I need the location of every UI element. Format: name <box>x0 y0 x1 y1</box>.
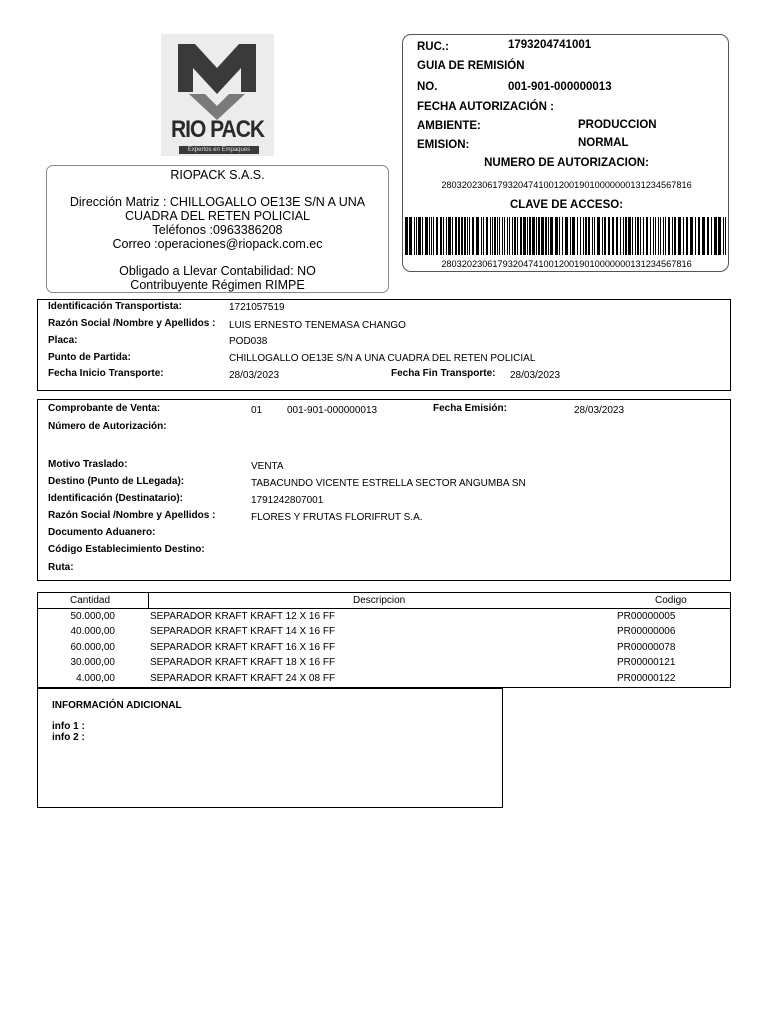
authorization-label: Número de Autorización: <box>48 421 167 432</box>
barcode-bar <box>562 217 563 255</box>
additional-info-box <box>37 688 503 808</box>
barcode-bar <box>683 217 684 255</box>
row-code: PR00000122 <box>617 673 676 684</box>
company-email: Correo :operaciones@riopack.com.ec <box>112 237 323 251</box>
recipient-name-value: FLORES Y FRUTAS FLORIFRUT S.A. <box>251 512 423 523</box>
access-key-label: CLAVE DE ACCESO: <box>509 199 624 211</box>
barcode-bar <box>725 217 726 255</box>
barcode-bar <box>514 217 516 255</box>
row-description: SEPARADOR KRAFT KRAFT 24 X 08 FF <box>150 673 336 684</box>
barcode-bar <box>405 217 408 255</box>
barcode-bar <box>714 217 717 255</box>
barcode-bar <box>461 217 463 255</box>
barcode-bar <box>490 217 491 255</box>
company-address-line2: CUADRA DEL RETEN POLICIAL <box>124 209 310 223</box>
barcode-bar <box>431 217 432 255</box>
document-header-box <box>402 34 729 272</box>
barcode-bar <box>672 217 673 255</box>
barcode-bar <box>632 217 633 255</box>
barcode-bar <box>433 217 434 255</box>
row-description: SEPARADOR KRAFT KRAFT 12 X 16 FF <box>150 611 336 622</box>
barcode-bar <box>678 217 681 255</box>
barcode-bar <box>690 217 693 255</box>
voucher-number: 001-901-000000013 <box>287 405 378 416</box>
barcode-bar <box>640 217 641 255</box>
barcode-bar <box>555 217 558 255</box>
barcode-bar <box>443 217 444 255</box>
barcode-bar <box>718 217 721 255</box>
code-header: Codigo <box>655 595 687 606</box>
barcode-bar <box>585 217 587 255</box>
additional-info-title: INFORMACIÓN ADICIONAL <box>52 700 182 711</box>
departure-label: Punto de Partida: <box>48 352 131 363</box>
barcode-bar <box>492 217 493 255</box>
barcode-bar <box>467 217 468 255</box>
transport-end-value: 28/03/2023 <box>510 370 561 381</box>
barcode-bar <box>536 217 537 255</box>
ruc-value: 1793204741001 <box>508 39 592 51</box>
barcode-bar <box>464 217 466 255</box>
barcode-bar <box>414 217 415 255</box>
barcode-bar <box>653 217 654 255</box>
transport-end-label: Fecha Fin Transporte: <box>391 368 496 379</box>
qty-header: Cantidad <box>70 595 111 606</box>
barcode-bar <box>604 217 606 255</box>
table-row <box>38 624 730 639</box>
barcode-bar <box>650 217 651 255</box>
barcode-bar <box>602 217 603 255</box>
barcode-bar <box>660 217 661 255</box>
barcode-bar <box>527 217 528 255</box>
auth-date-label: FECHA AUTORIZACIÓN : <box>417 101 554 113</box>
row-qty: 30.000,00 <box>70 657 115 668</box>
table-row <box>38 609 730 624</box>
barcode-bar <box>409 217 412 255</box>
barcode-bar <box>418 217 421 255</box>
barcode-bar <box>674 217 676 255</box>
barcode-bar <box>523 217 526 255</box>
barcode-bar <box>597 217 600 255</box>
barcode-bar <box>565 217 568 255</box>
items-table-header <box>38 593 730 609</box>
barcode-bar <box>608 217 610 255</box>
barcode-bar <box>416 217 417 255</box>
document-type: GUIA DE REMISIÓN <box>417 60 525 72</box>
barcode-bar <box>476 217 479 255</box>
reason-value: VENTA <box>251 461 284 472</box>
company-phone: Teléfonos :0963386208 <box>152 223 283 237</box>
ruc-label: RUC.: <box>417 41 449 53</box>
barcode-bar <box>655 217 656 255</box>
auth-number-value: 2803202306179320474100120019010000000131234567816 <box>441 180 692 190</box>
recipient-id-label: Identificación (Destinatario): <box>48 493 184 504</box>
barcode-bar <box>646 217 648 255</box>
issue-date-value: 28/03/2023 <box>574 405 625 416</box>
barcode-bar <box>520 217 522 255</box>
emission-label: EMISION: <box>417 139 470 151</box>
riopack-logo-icon <box>175 40 260 122</box>
auth-number-label: NUMERO DE AUTORIZACION: <box>484 157 649 169</box>
reason-label: Motivo Traslado: <box>48 459 128 470</box>
destination-label: Destino (Punto de LLegada): <box>48 476 185 487</box>
barcode-bar <box>723 217 724 255</box>
barcode-bar <box>612 217 614 255</box>
barcode-bar <box>550 217 553 255</box>
barcode-bar <box>541 217 544 255</box>
barcode-bar <box>504 217 505 255</box>
company-regime: Contribuyente Régimen RIMPE <box>130 278 305 292</box>
barcode-bar <box>502 217 503 255</box>
departure-value: CHILLOGALLO OE13E S/N A UNA CUADRA DEL RETEN POLICIAL <box>229 353 536 364</box>
access-key-barcode <box>405 217 727 263</box>
table-row <box>38 655 730 670</box>
company-logo <box>161 34 274 156</box>
barcode-bar <box>422 217 423 255</box>
row-code: PR00000005 <box>617 611 676 622</box>
barcode-bar <box>588 217 590 255</box>
carrier-name-label: Razón Social /Nombre y Apellidos : <box>48 318 216 329</box>
barcode-bar <box>686 217 688 255</box>
barcode-bar <box>486 217 488 255</box>
row-description: SEPARADOR KRAFT KRAFT 18 X 16 FF <box>150 657 336 668</box>
barcode-bar <box>483 217 484 255</box>
barcode-bar <box>668 217 670 255</box>
barcode-bar <box>512 217 513 255</box>
route-label: Ruta: <box>48 562 74 573</box>
barcode-bar <box>529 217 531 255</box>
carrier-id-value: 1721057519 <box>229 302 285 313</box>
row-qty: 4.000,00 <box>76 673 115 684</box>
logo-tagline: Expertos en Empaques <box>179 146 259 154</box>
company-address-line1: Dirección Matriz : CHILLOGALLO OE13E S/N A UNA <box>69 195 366 209</box>
barcode-bar <box>538 217 540 255</box>
barcode-bar <box>637 217 639 255</box>
doc-number-value: 001-901-000000013 <box>508 81 612 93</box>
row-qty: 60.000,00 <box>70 642 115 653</box>
barcode-bar <box>623 217 624 255</box>
barcode-bar <box>583 217 584 255</box>
barcode-bar <box>452 217 453 255</box>
barcode-bar <box>572 217 575 255</box>
barcode-bar <box>509 217 510 255</box>
barcode-bar <box>620 217 621 255</box>
table-row <box>38 640 730 655</box>
customs-doc-label: Documento Aduanero: <box>48 527 156 538</box>
barcode-bar <box>616 217 618 255</box>
access-key-value: 2803202306179320474100120019010000000131234567816 <box>441 259 692 269</box>
barcode-bar <box>628 217 631 255</box>
plate-value: POD038 <box>229 336 268 347</box>
barcode-bar <box>711 217 712 255</box>
barcode-bar <box>658 217 659 255</box>
barcode-bar <box>698 217 700 255</box>
row-qty: 40.000,00 <box>70 626 115 637</box>
barcode-bar <box>481 217 482 255</box>
sale-section <box>37 399 731 581</box>
row-description: SEPARADOR KRAFT KRAFT 16 X 16 FF <box>150 642 336 653</box>
barcode-bar <box>594 217 595 255</box>
barcode-bar <box>592 217 593 255</box>
issue-date-label: Fecha Emisión: <box>433 403 507 414</box>
transport-start-value: 28/03/2023 <box>229 370 280 381</box>
voucher-type: 01 <box>251 405 263 416</box>
environment-label: AMBIENTE: <box>417 120 481 132</box>
plate-label: Placa: <box>48 335 78 346</box>
barcode-bar <box>517 217 518 255</box>
transport-section <box>37 299 731 391</box>
barcode-bar <box>635 217 636 255</box>
barcode-bar <box>532 217 535 255</box>
recipient-id-value: 1791242807001 <box>251 495 324 506</box>
row-code: PR00000121 <box>617 657 676 668</box>
environment-value: PRODUCCION <box>578 119 657 131</box>
row-code: PR00000006 <box>617 626 676 637</box>
barcode-bar <box>507 217 508 255</box>
barcode-bar <box>455 217 457 255</box>
barcode-bar <box>695 217 696 255</box>
barcode-bar <box>469 217 470 255</box>
barcode-bar <box>472 217 474 255</box>
barcode-bar <box>497 217 498 255</box>
barcode-bar <box>665 217 666 255</box>
info1-label: info 1 : <box>52 721 85 732</box>
description-header: Descripcion <box>353 595 406 606</box>
barcode-bar <box>429 217 430 255</box>
carrier-id-label: Identificación Transportista: <box>48 301 182 312</box>
barcode-bar <box>440 217 442 255</box>
logo-brand-text: RIO PACK <box>170 116 265 143</box>
recipient-name-label: Razón Social /Nombre y Apellidos : <box>48 510 216 521</box>
barcode-bar <box>559 217 560 255</box>
barcode-bar <box>436 217 438 255</box>
barcode-bar <box>570 217 571 255</box>
items-table <box>37 592 731 688</box>
barcode-bar <box>702 217 705 255</box>
company-accounting: Obligado a Llevar Contabilidad: NO <box>119 264 316 278</box>
voucher-label: Comprobante de Venta: <box>48 403 161 414</box>
barcode-bar <box>625 217 627 255</box>
company-name: RIOPACK S.A.S. <box>170 168 265 182</box>
barcode-bar <box>425 217 428 255</box>
barcode-bar <box>448 217 451 255</box>
barcode-bar <box>494 217 496 255</box>
info2-label: info 2 : <box>52 732 85 743</box>
emission-value: NORMAL <box>578 137 629 149</box>
barcode-bar <box>545 217 547 255</box>
row-qty: 50.000,00 <box>70 611 115 622</box>
destination-value: TABACUNDO VICENTE ESTRELLA SECTOR ANGUMBA SN <box>251 478 526 489</box>
table-row <box>38 671 730 686</box>
row-code: PR00000078 <box>617 642 676 653</box>
transport-start-label: Fecha Inicio Transporte: <box>48 368 164 379</box>
company-info-box <box>46 165 389 293</box>
barcode-bar <box>458 217 460 255</box>
barcode-bar <box>580 217 581 255</box>
row-description: SEPARADOR KRAFT KRAFT 14 X 16 FF <box>150 626 336 637</box>
barcode-bar <box>446 217 447 255</box>
barcode-bar <box>663 217 664 255</box>
barcode-bar <box>707 217 709 255</box>
barcode-bar <box>548 217 549 255</box>
carrier-name-value: LUIS ERNESTO TENEMASA CHANGO <box>229 320 406 331</box>
establishment-label: Código Establecimiento Destino: <box>48 544 205 555</box>
barcode-bar <box>577 217 578 255</box>
doc-number-label: NO. <box>417 81 438 93</box>
barcode-bar <box>643 217 644 255</box>
barcode-bar <box>499 217 500 255</box>
